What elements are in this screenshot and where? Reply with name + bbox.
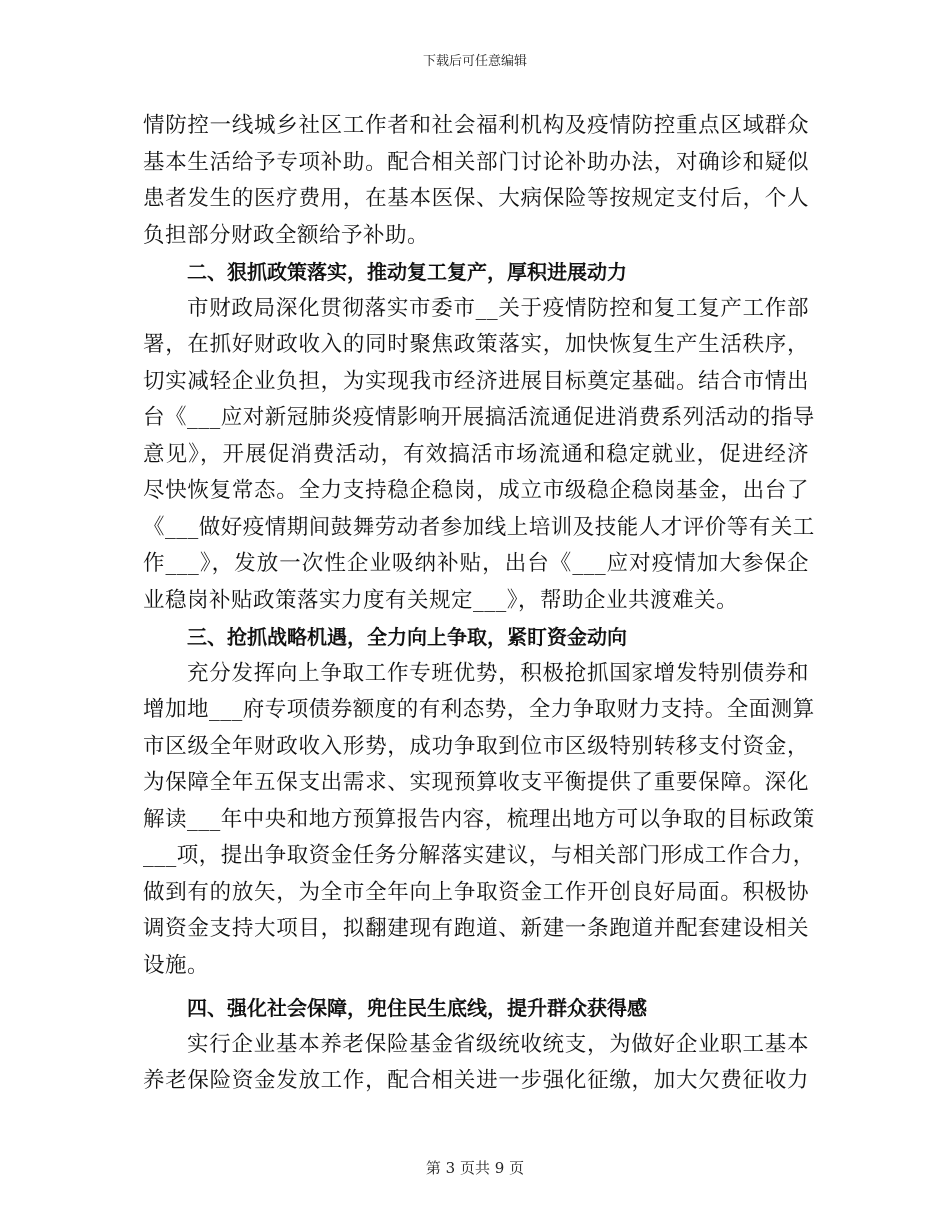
paragraph-line: 设施。 [143,952,210,978]
page-footer: 第 3 页共 9 页 [425,1159,525,1177]
paragraph-line: 患者发生的医疗费用，在基本医保、大病保险等按规定支付后，个人 [143,186,809,211]
paragraph-line: 意见》，开展促消费活动，有效搞活市场流通和稳定就业，促进经济 [143,441,809,467]
paragraph-line: ___项，提出争取资金任务分解落实建议，与相关部门形成工作合力， [143,843,815,868]
paragraph-line: 署，在抓好财政收入的同时聚焦政策落实，加快恢复生产生活秩序， [143,332,809,357]
page-header: 下载后可任意编辑 [422,54,527,69]
section-heading-3: 三、抢抓战略机遇，全力向上争取，紧盯资金动向 [187,625,627,649]
paragraph-line: 增加地___府专项债券额度的有利态势，全力争取财力支持。全面测算 [143,697,815,722]
paragraph-line: 解读___年中央和地方预算报告内容，梳理出地方可以争取的目标政策 [143,806,815,832]
paragraph-line: 养老保险资金发放工作，配合相关进一步强化征缴，加大欠费征收力 [143,1068,809,1093]
paragraph-line: 实行企业基本养老保险基金省级统收统支，为做好企业职工基本 [187,1031,809,1057]
paragraph-line: 为保障全年五保支出需求、实现预算收支平衡提供了重要保障。深化 [143,770,809,795]
paragraph-line: 调资金支持大项目，拟翻建现有跑道、新建一条跑道并配套建设相关 [143,916,809,941]
paragraph-line: 尽快恢复常态。全力支持稳企稳岗，成立市级稳企稳岗基金，出台了 [143,478,809,503]
paragraph-line: 台《___应对新冠肺炎疫情影响开展搞活流通促进消费系列活动的指导 [143,405,815,430]
paragraph-line: 基本生活给予专项补助。配合相关部门讨论补助办法，对确诊和疑似 [143,149,809,175]
paragraph-line: 做到有的放矢，为全市全年向上争取资金工作开创良好局面。积极协 [143,879,809,905]
paragraph-line: 业稳岗补贴政策落实力度有关规定___》，帮助企业共渡难关。 [143,587,739,613]
paragraph-line: 情防控一线城乡社区工作者和社会福利机构及疫情防控重点区域群众 [143,113,809,138]
section-heading-4: 四、强化社会保障，兜住民生底线，提升群众获得感 [187,996,647,1020]
paragraph-line: 负担部分财政全额给予补助。 [143,222,430,248]
paragraph-line: 切实减轻企业负担，为实现我市经济进展目标奠定基础。结合市情出 [143,368,809,394]
section-heading-2: 二、狠抓政策落实，推动复工复产，厚积进展动力 [187,260,627,284]
document-body [143,108,815,1100]
paragraph-line: 市区级全年财政收入形势，成功争取到位市区级特别转移支付资金， [143,733,809,759]
paragraph-line: 市财政局深化贯彻落实市委市__关于疫情防控和复工复产工作部 [187,295,809,321]
paragraph-line: 作___》，发放一次性企业吸纳补贴，出台《___应对疫情加大参保企 [143,551,809,576]
paragraph-line: 《___做好疫情期间鼓舞劳动者参加线上培训及技能人才评价等有关工 [143,514,815,540]
paragraph-line: 充分发挥向上争取工作专班优势，积极抢抓国家增发特别债券和 [187,660,809,686]
